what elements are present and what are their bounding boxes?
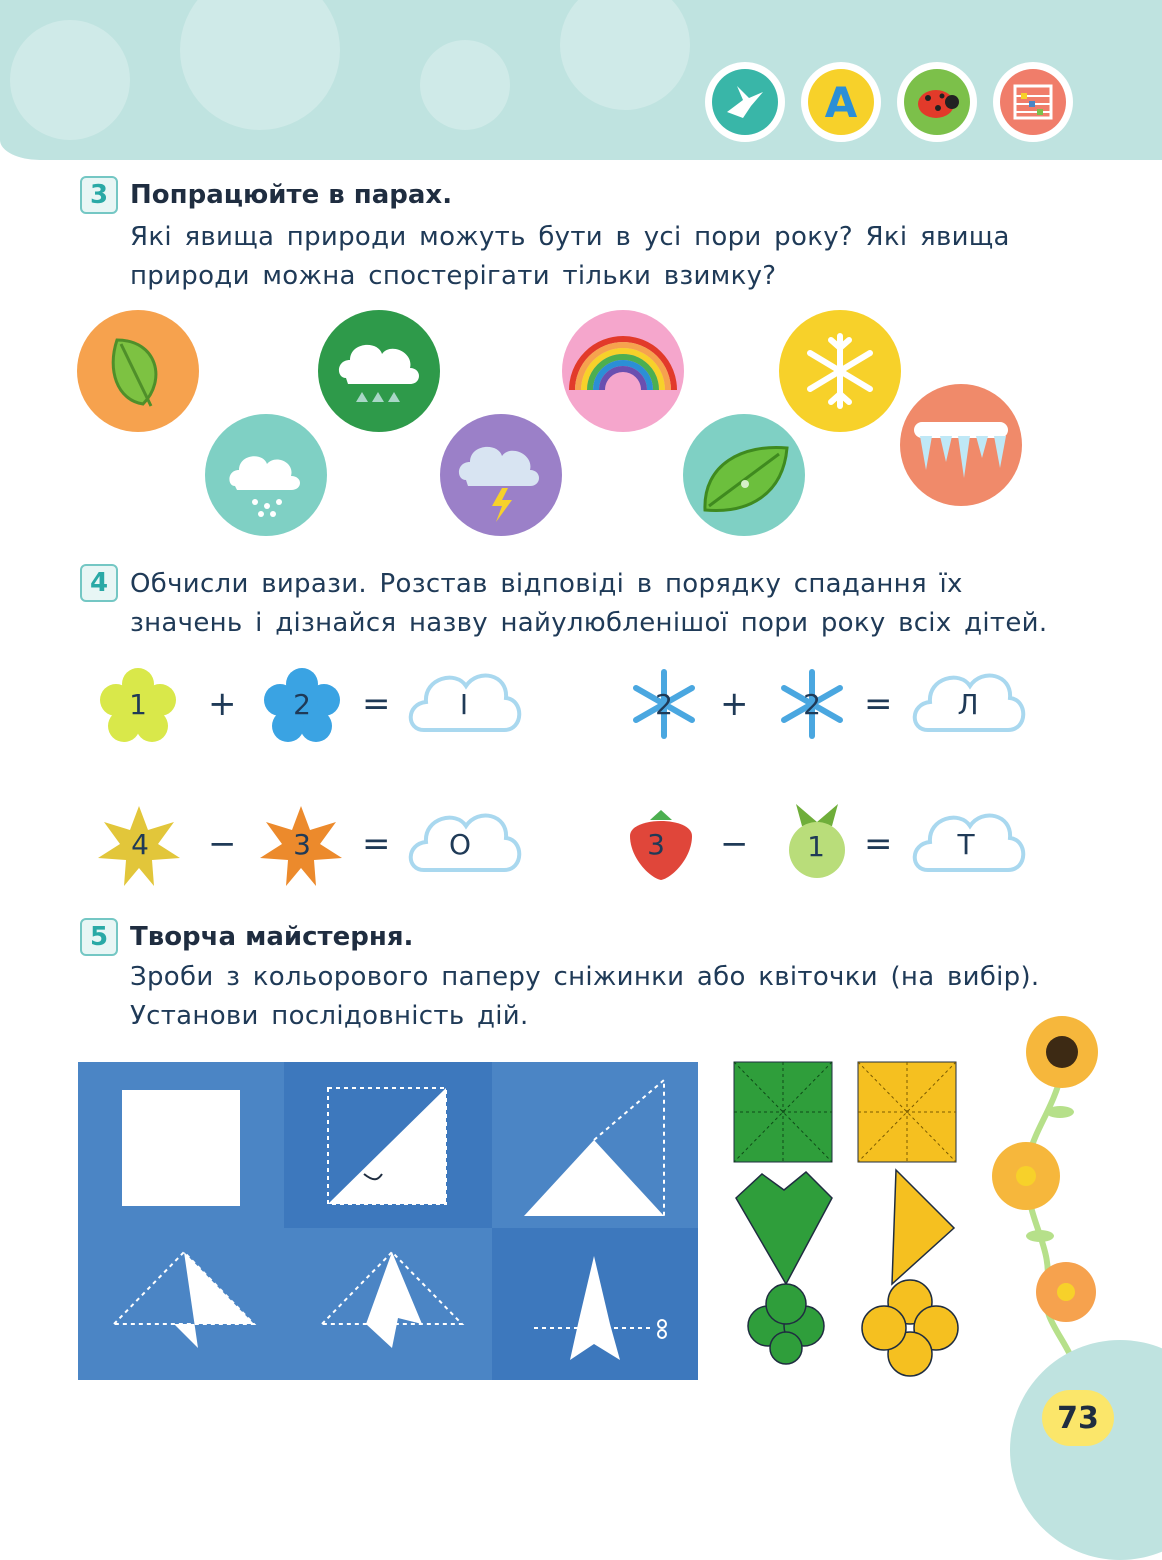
bokeh-decoration bbox=[180, 0, 340, 130]
expr-4-a: 3 bbox=[647, 828, 665, 861]
rainbow-circle bbox=[562, 310, 684, 432]
letter-a-icon: A bbox=[824, 77, 858, 127]
expr-2-a: 2 bbox=[655, 688, 673, 721]
task-3-text: Які явища природи можуть бути в усі пори року? Які явища природи можна спостерігати тільки взимку? bbox=[130, 222, 1010, 291]
page-number: 73 bbox=[1042, 1390, 1114, 1446]
snowflake-icon bbox=[779, 310, 901, 432]
snow-cloud-circle bbox=[205, 414, 327, 536]
header-banner bbox=[0, 0, 1162, 160]
origami-steps-diagram bbox=[78, 1062, 698, 1380]
task-3-title: Попрацюйте в парах. bbox=[130, 180, 453, 210]
expr-4-letter: Т bbox=[957, 828, 975, 861]
dew-leaf-circle bbox=[683, 414, 805, 536]
sunflower-icon bbox=[1036, 1262, 1096, 1322]
dove-icon bbox=[723, 82, 767, 122]
expr-4-b: 1 bbox=[807, 830, 825, 863]
task-5-title: Творча майстерня. bbox=[130, 922, 414, 952]
expr-2-op: + bbox=[720, 684, 749, 724]
icicles-circle bbox=[900, 384, 1022, 506]
bokeh-decoration bbox=[10, 20, 130, 140]
expr-2-letter: Л bbox=[957, 688, 979, 721]
expr-1-b: 2 bbox=[293, 688, 311, 721]
expr-3-b: 3 bbox=[293, 828, 311, 861]
bokeh-decoration bbox=[420, 40, 510, 130]
expr-4-op: − bbox=[720, 824, 749, 864]
wind-leaf-icon bbox=[77, 310, 199, 432]
task-4-text: Обчисли вирази. Розстав відповіді в порядку спадання їх значень і дізнайся назву найулюбленішої пори року всіх дітей. bbox=[130, 569, 1048, 638]
expr-3-op: − bbox=[208, 824, 237, 864]
expr-3-eq: = bbox=[362, 824, 391, 864]
wind-leaf-circle bbox=[77, 310, 199, 432]
task-5-number: 5 bbox=[80, 918, 118, 956]
expr-3-a: 4 bbox=[131, 828, 149, 861]
task-4-number: 4 bbox=[80, 564, 118, 602]
icicles-icon bbox=[900, 384, 1022, 506]
rain-cloud-icon bbox=[318, 310, 440, 432]
paper-flower-steps-drawing bbox=[728, 1058, 968, 1388]
bokeh-decoration bbox=[560, 0, 690, 110]
ladybug-icon bbox=[914, 82, 960, 122]
sunflower-stem-decoration bbox=[980, 1012, 1110, 1382]
origami-steps-drawing bbox=[78, 1062, 698, 1380]
sunflower-icon bbox=[992, 1142, 1060, 1210]
expr-3-letter: О bbox=[448, 828, 472, 861]
task-3-number: 3 bbox=[80, 176, 118, 214]
expr-1-a: 1 bbox=[129, 688, 147, 721]
dew-leaf-icon bbox=[683, 414, 805, 536]
expr-1-eq: = bbox=[362, 684, 391, 724]
task-5-text: Зроби з кольорового паперу сніжинки або квіточки (на вибір). Установи послідовність дій. bbox=[130, 962, 1040, 1031]
snowflake-circle bbox=[779, 310, 901, 432]
subject-dove-icon bbox=[705, 62, 785, 142]
subject-abacus-icon bbox=[993, 62, 1073, 142]
rainbow-icon bbox=[562, 310, 684, 432]
thunderstorm-icon bbox=[440, 414, 562, 536]
expr-1-op: + bbox=[208, 684, 237, 724]
expr-2-b: 2 bbox=[803, 688, 821, 721]
sunflower-icon bbox=[1026, 1016, 1098, 1088]
rain-cloud-circle bbox=[318, 310, 440, 432]
subject-letter-a-icon bbox=[801, 62, 881, 142]
expr-2-eq: = bbox=[864, 684, 893, 724]
expr-1-letter: І bbox=[459, 688, 469, 721]
subject-ladybug-icon bbox=[897, 62, 977, 142]
thunderstorm-circle bbox=[440, 414, 562, 536]
expr-4-eq: = bbox=[864, 824, 893, 864]
snow-cloud-icon bbox=[205, 414, 327, 536]
abacus-icon bbox=[1011, 82, 1055, 122]
